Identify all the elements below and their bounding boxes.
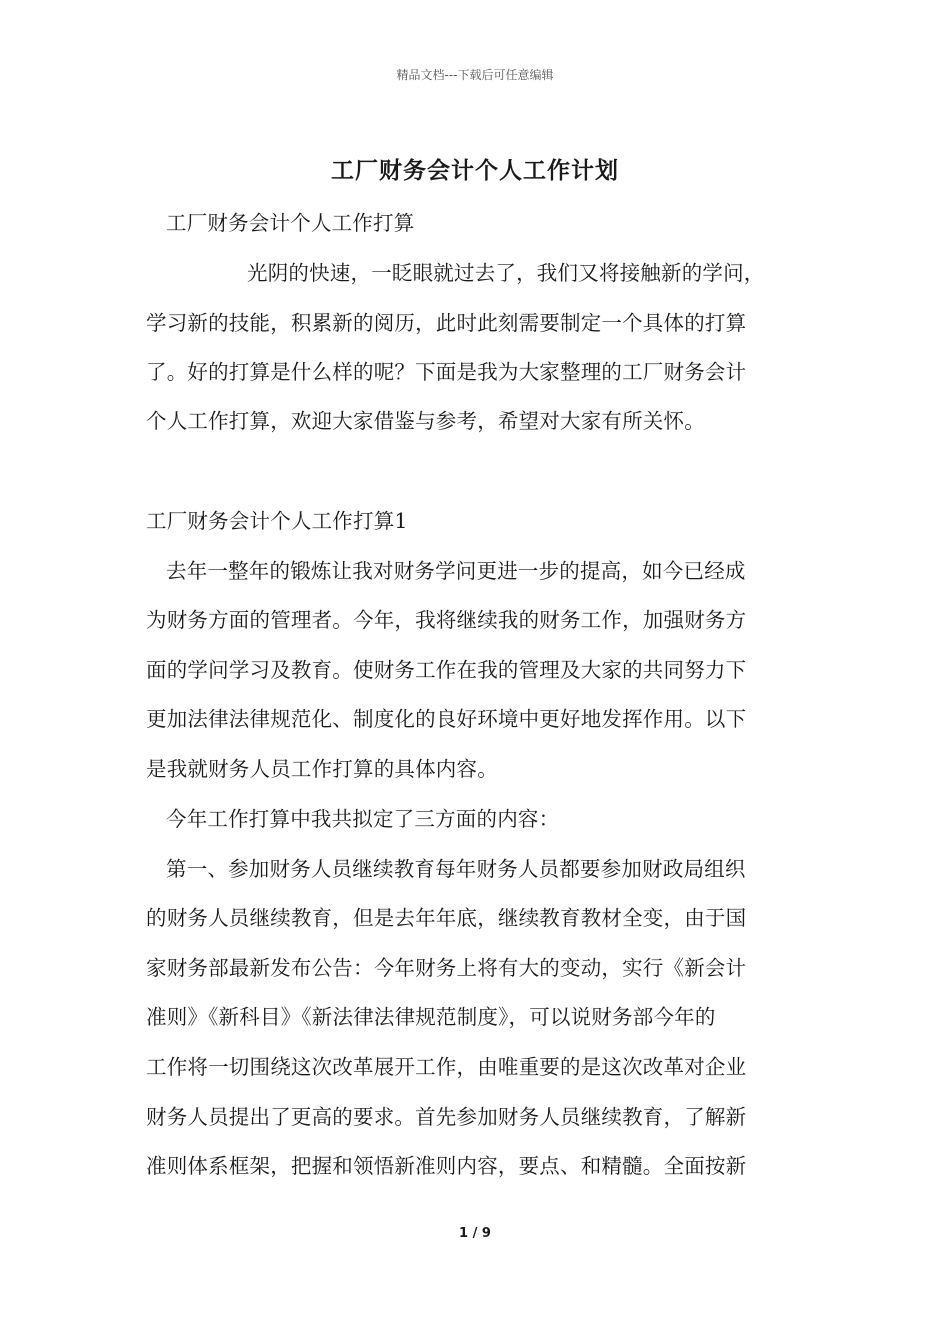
subtitle-line: 工厂财务会计个人工作打算 (166, 211, 415, 235)
body-line: 今年工作打算中我共拟定了三方面的内容： (166, 807, 560, 831)
page-header: 精品文档---下载后可任意编辑 (396, 68, 554, 82)
section-heading: 工厂财务会计个人工作打算1 (146, 509, 408, 533)
body-line: 为财务方面的管理者。今年，我将继续我的财务工作，加强财务方 (146, 608, 747, 632)
body-line: 面的学问学习及教育。使财务工作在我的管理及大家的共同努力下 (146, 658, 747, 682)
page-number: 1 / 9 (459, 1226, 491, 1241)
body-line: 光阴的快速，一眨眼就过去了，我们又将接触新的学问， (247, 261, 765, 285)
body-line: 工作将一切围绕这次改革展开工作，由唯重要的是这次改革对企业 (146, 1055, 747, 1079)
body-line: 财务人员提出了更高的要求。首先参加财务人员继续教育，了解新 (146, 1105, 747, 1129)
body-line: 去年一整年的锻炼让我对财务学问更进一步的提高，如今已经成 (166, 559, 746, 583)
body-line: 更加法律法律规范化、制度化的良好环境中更好地发挥作用。以下 (146, 707, 747, 731)
body-line: 了。好的打算是什么样的呢？下面是我为大家整理的工厂财务会计 (146, 360, 747, 384)
body-line: 个人工作打算，欢迎大家借鉴与参考，希望对大家有所关怀。 (146, 409, 705, 433)
body-line: 的财务人员继续教育，但是去年年底，继续教育教材全变，由于国 (146, 906, 747, 930)
body-line: 准则体系框架，把握和领悟新准则内容，要点、和精髓。全面按新 (146, 1154, 747, 1178)
body-line: 是我就财务人员工作打算的具体内容。 (146, 757, 498, 781)
body-line: 准则》《新科目》《新法律法律规范制度》，可以说财务部今年的 (146, 1005, 716, 1029)
body-line: 第一、参加财务人员继续教育每年财务人员都要参加财政局组织 (166, 857, 746, 881)
document-title: 工厂财务会计个人工作计划 (331, 157, 619, 184)
body-line: 家财务部最新发布公告：今年财务上将有大的变动，实行《新会计 (146, 956, 747, 980)
body-line: 学习新的技能，积累新的阅历，此时此刻需要制定一个具体的打算 (146, 311, 747, 335)
